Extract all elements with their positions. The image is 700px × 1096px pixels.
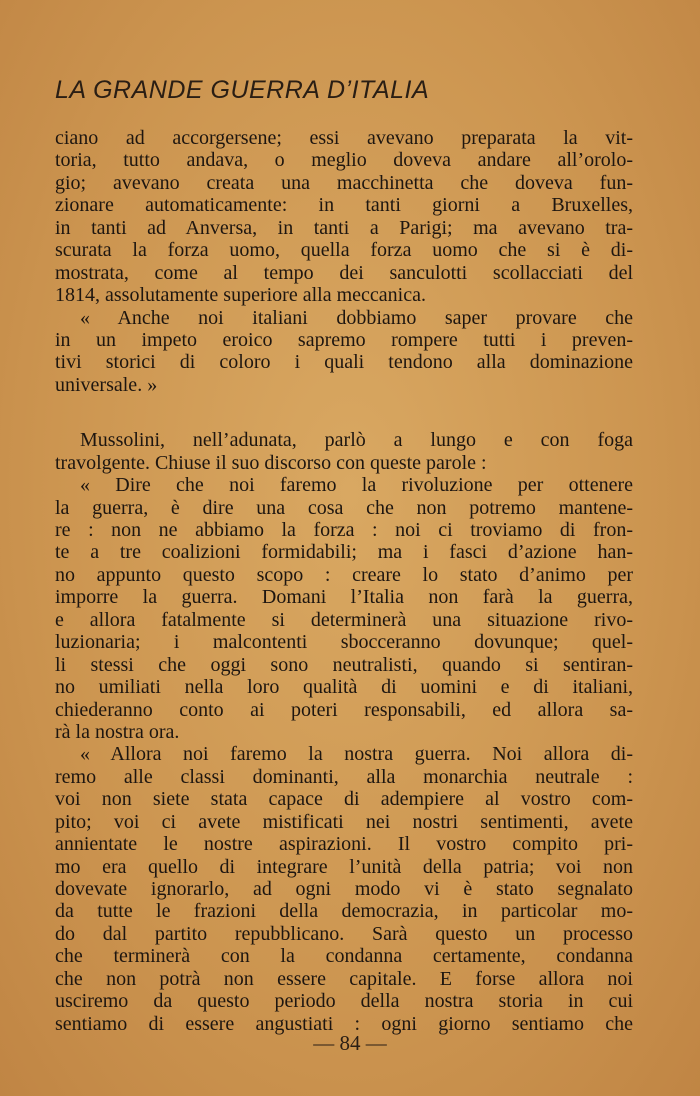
text-line: remo alle classi dominanti, alla monarchia neutrale : [55, 765, 633, 788]
text-line: no umiliati nella loro qualità di uomini e di italiani, [55, 676, 633, 699]
page-number: — 84 — [313, 1031, 387, 1055]
paragraph-4 [55, 474, 633, 743]
paragraph-3 [55, 429, 633, 474]
text-line: no appunto questo scopo : creare lo stato d’animo per [55, 563, 633, 586]
text-line: in tanti ad Anversa, in tanti a Parigi; ma avevano tra- [55, 216, 633, 239]
text-line: tivi storici di coloro i quali tendono alla dominazione [55, 351, 633, 374]
text-line: toria, tutto andava, o meglio doveva andare all’orolo- [55, 149, 633, 172]
paragraph-2 [55, 307, 633, 397]
text-line: 1814, assolutamente superiore alla meccanica. [55, 284, 426, 307]
paragraph-1 [55, 127, 633, 307]
text-line: « Allora noi faremo la nostra guerra. Noi allora di- [80, 743, 633, 766]
text-line: Mussolini, nell’adunata, parlò a lungo e con foga [80, 429, 633, 452]
text-line: chiederanno conto ai poteri responsabili, ed allora sa- [55, 698, 633, 721]
text-line: zionare automaticamente: in tanti giorni a Bruxelles, [55, 194, 633, 217]
text-line: da tutte le frazioni della democrazia, in particolar mo- [55, 900, 633, 923]
text-line: do dal partito repubblicano. Sarà questo un processo [55, 922, 633, 945]
text-line: gio; avevano creata una macchinetta che doveva fun- [55, 171, 633, 194]
text-line: re : non ne abbiamo la forza : noi ci troviamo di fron- [55, 519, 633, 541]
text-line: voi non siete stata capace di adempiere al vostro com- [55, 788, 633, 811]
text-line: rà la nostra ora. [55, 720, 180, 743]
text-line: universale. » [55, 373, 158, 396]
text-line: ciano ad accorgersene; essi avevano preparata la vit- [55, 127, 633, 149]
paragraph-5 [55, 743, 633, 1035]
text-line: e allora fatalmente si determinerà una situazione rivo- [55, 608, 633, 631]
text-line: « Dire che noi faremo la rivoluzione per ottenere [80, 474, 633, 497]
text-line: che non potrà non essere capitale. E forse allora noi [55, 967, 633, 990]
text-line: luzionaria; i malcontenti sbocceranno dovunque; quel- [55, 631, 633, 654]
text-line: annientate le nostre aspirazioni. Il vostro compito pri- [55, 833, 633, 856]
text-line: li stessi che oggi sono neutralisti, quando si sentiran- [55, 653, 633, 676]
text-line: in un impeto eroico sapremo rompere tutti i preven- [55, 328, 633, 351]
text-line: « Anche noi italiani dobbiamo saper provare che [80, 306, 633, 329]
text-line: travolgente. Chiuse il suo discorso con queste parole : [55, 451, 487, 474]
text-line: mo era quello di integrare l’unità della patria; voi non [55, 855, 633, 878]
text-line: usciremo da questo periodo della nostra storia in cui [55, 990, 633, 1013]
running-head: LA GRANDE GUERRA D’ITALIA [55, 76, 430, 104]
body-text [55, 127, 633, 1035]
section-gap [55, 396, 633, 429]
text-line: scurata la forza uomo, quella forza uomo che si è di- [55, 239, 633, 262]
text-line: la guerra, è dire una cosa che non potremo mantene- [55, 496, 633, 519]
text-line: pito; voi ci avete mistificati nei nostri sentimenti, avete [55, 810, 633, 833]
text-line: mostrata, come al tempo dei sanculotti scollacciati del [55, 261, 633, 284]
text-line: imporre la guerra. Domani l’Italia non farà la guerra, [55, 586, 633, 609]
text-line: dovevate ignorarlo, ad ogni modo vi è stato segnalato [55, 878, 633, 900]
text-line: sentiamo di essere angustiati : ogni giorno sentiamo che [55, 1012, 633, 1035]
text-line: te a tre coalizioni formidabili; ma i fasci d’azione han- [55, 541, 633, 564]
text-line: che terminerà con la condanna certamente, condanna [55, 945, 633, 968]
